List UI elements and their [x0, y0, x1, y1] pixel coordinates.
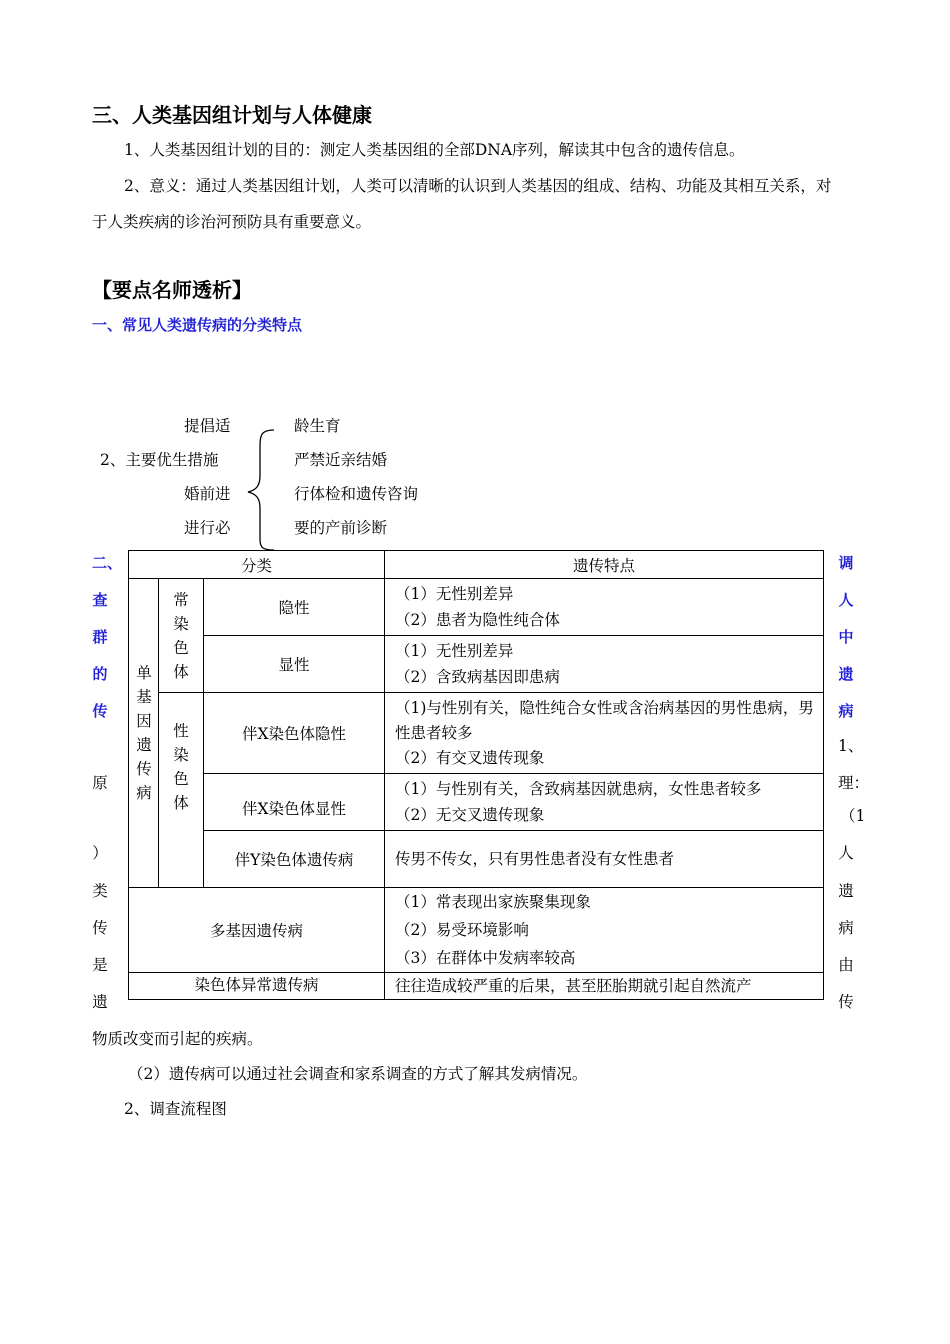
sex-chromosome-cell: 性染色体	[159, 693, 204, 888]
x-recessive-features: （1)与性别有关，隐性纯合女性或含治病基因的男性患病，男性患者较多 （2）有交叉遗传现象	[385, 693, 824, 774]
table-header-row	[129, 551, 824, 579]
table-row	[129, 888, 824, 973]
left-margin-char: 原	[92, 774, 108, 792]
autosome-cell: 常染色体	[159, 579, 204, 693]
x-recessive-cell: 伴X染色体隐性	[204, 693, 385, 774]
recessive-features: （1）无性别差异 （2）患者为隐性纯合体	[385, 579, 824, 636]
brace-icon	[244, 428, 280, 552]
right-margin-char: 遗	[838, 665, 854, 683]
genetic-disease-table	[128, 550, 824, 1000]
header-classification: 分类	[129, 551, 385, 579]
table-row	[129, 693, 824, 774]
header-features: 遗传特点	[385, 551, 824, 579]
polygenic-cell: 多基因遗传病	[129, 888, 385, 973]
left-margin-top: 二、	[92, 554, 123, 572]
eugenics-left-2: 婚前进	[184, 485, 231, 503]
left-margin-char: 传	[92, 919, 108, 937]
right-margin-char: 病	[838, 919, 854, 937]
right-margin-char: 由	[838, 956, 854, 974]
right-margin-char: 遗	[838, 882, 854, 900]
left-margin-char: 遗	[92, 993, 108, 1011]
right-margin-char: 病	[838, 702, 854, 720]
left-margin-char: 的	[92, 665, 108, 683]
right-margin-char: （1	[840, 807, 866, 825]
chromosomal-features: 往往造成较严重的后果，甚至胚胎期就引起自然流产	[385, 973, 824, 1000]
right-margin-char: 中	[838, 628, 854, 646]
after-paragraph-1: 物质改变而引起的疾病。	[92, 1030, 263, 1048]
right-margin-char: 1、	[838, 737, 864, 755]
y-linked-cell: 伴Y染色体遗传病	[204, 831, 385, 888]
right-margin-char: 传	[838, 993, 854, 1011]
section3-title: 三、人类基因组计划与人体健康	[92, 103, 372, 127]
x-dominant-features: （1）与性别有关，含致病基因就患病，女性患者较多 （2）无交叉遗传现象	[385, 774, 824, 831]
after-paragraph-2: （2）遗传病可以通过社会调查和家系调查的方式了解其发病情况。	[128, 1065, 588, 1083]
eugenics-right-2: 严禁近亲结婚	[294, 451, 388, 469]
eugenics-right-1: 龄生育	[294, 417, 341, 435]
recessive-cell: 隐性	[204, 579, 385, 636]
left-margin-char: 类	[92, 882, 108, 900]
eugenics-right-4: 要的产前诊断	[294, 519, 388, 537]
section3-paragraph-2a: 2、意义：通过人类基因组计划，人类可以清晰的认识到人类基因的组成、结构、功能及其相互关系，对	[124, 177, 832, 195]
eugenics-right-3: 行体检和遗传咨询	[294, 485, 419, 503]
eugenics-left-3: 进行必	[184, 519, 231, 537]
dominant-cell: 显性	[204, 636, 385, 693]
left-margin-char: 群	[92, 628, 108, 646]
section3-paragraph-2b: 于人类疾病的诊治河预防具有重要意义。	[92, 213, 372, 231]
after-paragraph-3: 2、调查流程图	[124, 1100, 227, 1118]
left-margin-char: 传	[92, 702, 108, 720]
right-margin-char: 人	[838, 591, 854, 609]
subheading-classification: 一、常见人类遗传病的分类特点	[92, 316, 303, 334]
eugenics-label: 2、主要优生措施	[100, 451, 219, 469]
x-dominant-cell: 伴X染色体显性	[204, 774, 385, 831]
right-margin-char: 调	[838, 554, 854, 572]
table-row	[129, 774, 824, 831]
table-row	[129, 579, 824, 636]
left-margin-char: 是	[92, 956, 108, 974]
dominant-features: （1）无性别差异 （2）含致病基因即患病	[385, 636, 824, 693]
key-points-heading: 【要点名师透析】	[92, 278, 252, 302]
eugenics-left-1: 提倡适	[184, 417, 231, 435]
chromosomal-cell: 染色体异常遗传病	[129, 973, 385, 1000]
table-row	[129, 831, 824, 888]
table-row	[129, 973, 824, 1000]
left-margin-char: ）	[92, 844, 108, 862]
single-gene-cell: 单基因遗传病	[129, 579, 159, 888]
left-margin-char: 查	[92, 591, 108, 609]
table-row	[129, 636, 824, 693]
right-margin-char: 理：	[838, 774, 870, 792]
y-linked-features: 传男不传女，只有男性患者没有女性患者	[385, 831, 824, 888]
right-margin-char: 人	[838, 844, 854, 862]
section3-paragraph-1: 1、人类基因组计划的目的：测定人类基因组的全部DNA序列，解读其中包含的遗传信息。	[124, 141, 745, 159]
polygenic-features: （1）常表现出家族聚集现象 （2）易受环境影响 （3）在群体中发病率较高	[385, 888, 824, 973]
